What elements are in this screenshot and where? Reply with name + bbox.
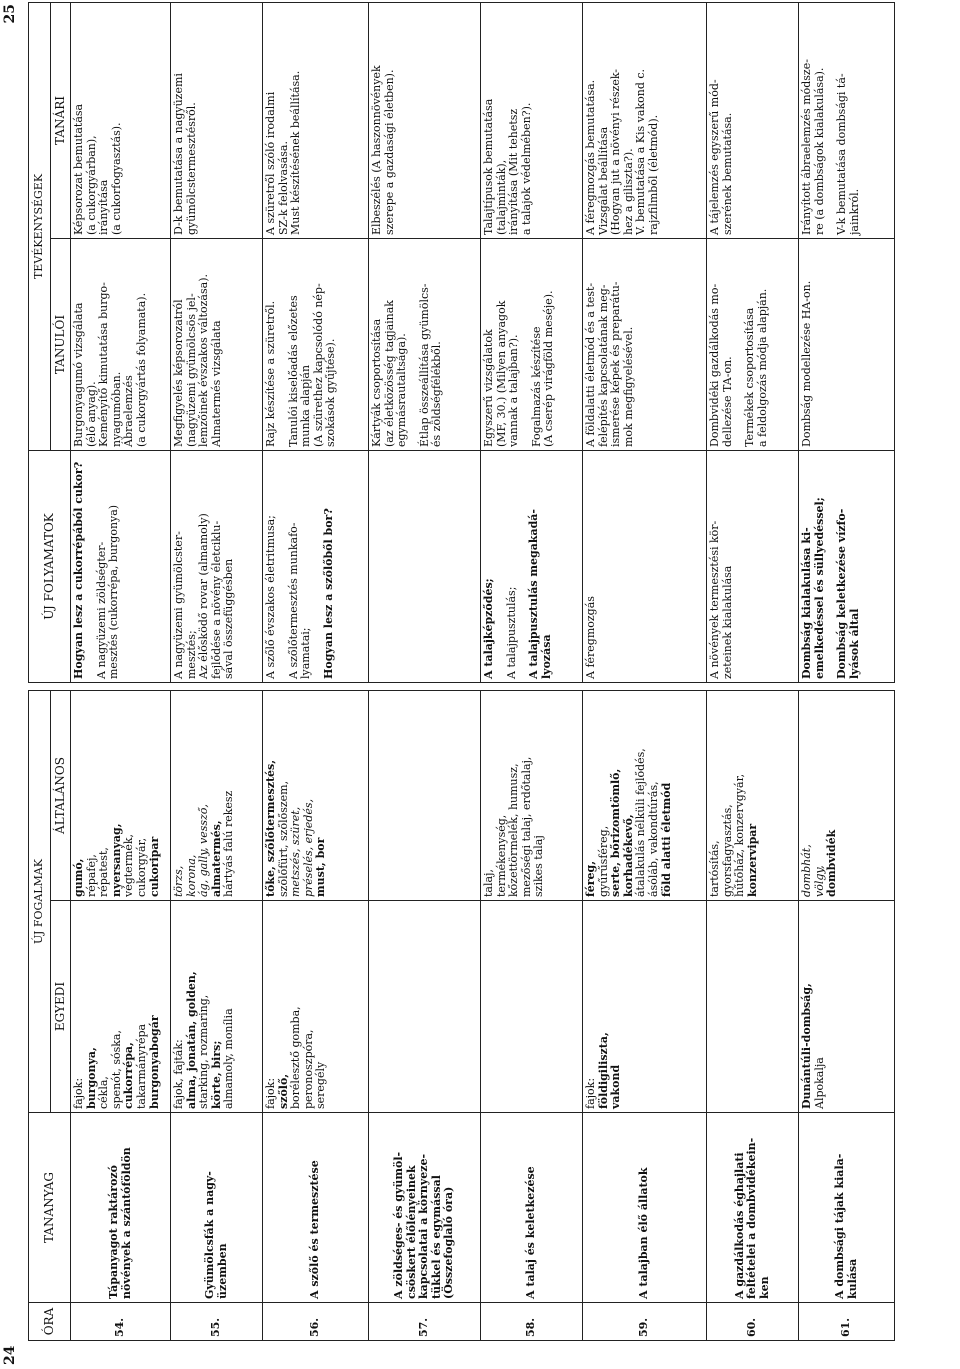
tanari-cell bbox=[707, 2, 799, 238]
cell-line: Ábraelemzés bbox=[122, 375, 136, 447]
page-number-right: 25 bbox=[2, 4, 18, 24]
cell-line: Az élősködő rovar (almamoly) bbox=[197, 513, 211, 679]
cell-line: vannak a talajban?). bbox=[507, 334, 521, 447]
cell-line: (élő anyag). bbox=[84, 381, 98, 447]
cell-line: Vizsgálat beállítása bbox=[596, 126, 610, 235]
table-row bbox=[369, 2, 481, 682]
cell-line: konzervipar bbox=[745, 823, 759, 897]
cell-line: lyások által bbox=[847, 608, 861, 679]
ora-cell: 61. bbox=[799, 1303, 895, 1341]
cell-line: lyozása bbox=[539, 634, 553, 679]
cell-line: talaj, bbox=[482, 869, 495, 897]
ora-cell: 57. bbox=[369, 1303, 481, 1341]
tanuloi-cell bbox=[171, 239, 263, 451]
folyamatok-cell bbox=[481, 451, 583, 683]
cell-line: hez a giliszta?). bbox=[621, 148, 635, 235]
tanari-cell bbox=[263, 2, 369, 238]
cell-line: végtermék, bbox=[122, 833, 136, 897]
cell-line: (Hogyan jut a növényi részek- bbox=[609, 68, 623, 235]
egyedi-cell bbox=[171, 901, 263, 1113]
cell-line: re (a dombságok kialakulása). bbox=[812, 67, 826, 235]
tananyag-cell: A talaj és keletkezése bbox=[481, 1113, 583, 1303]
folyamatok-cell bbox=[71, 451, 171, 683]
tanuloi-cell bbox=[263, 239, 369, 451]
cell-line: szikes talaj bbox=[532, 835, 546, 897]
cell-line: Alpokalja bbox=[812, 1057, 826, 1109]
cell-line: D-k bemutatása a nagyüzemi bbox=[172, 73, 185, 235]
table-row bbox=[263, 2, 369, 682]
altalanos-cell bbox=[369, 691, 481, 901]
cell-line: föld alatti életmód bbox=[659, 782, 673, 897]
cell-line: V-k bemutatása dombsági tá- bbox=[835, 73, 849, 235]
cell-line: és zöldségfélékből. bbox=[430, 341, 444, 447]
cell-line: peronoszpóra, bbox=[301, 1029, 315, 1109]
header-tevekenysegek: TEVÉKENYSÉGEK bbox=[29, 2, 51, 450]
cell-line: répafej, bbox=[84, 854, 98, 897]
ora-cell: 54. bbox=[71, 1303, 171, 1341]
cell-line: nyersanyag, bbox=[109, 823, 123, 897]
cell-line: almatermés, bbox=[209, 820, 223, 897]
cell-line: borélesztő gomba, bbox=[289, 1006, 303, 1109]
cell-line: vakond bbox=[609, 1064, 623, 1109]
cell-line: fajok: bbox=[584, 1077, 597, 1109]
egyedi-cell bbox=[799, 901, 895, 1113]
cell-line: A féregmozgás bbox=[584, 596, 597, 679]
tananyag-cell: Tápanyagot raktározó növények a szántóföldön bbox=[71, 1113, 171, 1303]
cell-line: almamoly, monília bbox=[222, 1008, 236, 1109]
cell-line: (A cserép virágföld meséje). bbox=[542, 290, 556, 447]
cell-line: lyamatai; bbox=[299, 627, 313, 679]
cell-line: termékenység, bbox=[494, 814, 508, 897]
table-row bbox=[481, 2, 583, 682]
table-row bbox=[583, 691, 707, 1341]
cell-line: Képsorozat bemutatása bbox=[72, 103, 85, 235]
cell-line: alma, jonatán, golden, bbox=[184, 971, 198, 1109]
altalanos-cell bbox=[481, 691, 583, 901]
tanuloi-cell bbox=[583, 239, 707, 451]
table-row bbox=[263, 691, 369, 1341]
cell-line: fajok: bbox=[264, 1077, 277, 1109]
tanari-cell bbox=[171, 2, 263, 238]
ora-cell: 60. bbox=[707, 1303, 799, 1341]
tananyag-cell: A szőlő és termesztése bbox=[263, 1113, 369, 1303]
tananyag-cell: Gyümölcsfák a nagy-üzemben bbox=[171, 1113, 263, 1303]
cell-line: korona, bbox=[184, 854, 198, 897]
table-row bbox=[707, 2, 799, 682]
cell-line: szőlőfürt, szőlőszem, bbox=[276, 780, 290, 897]
cell-line: hűtőház, konzervgyár, bbox=[733, 773, 747, 897]
cell-line: A féregmozgás bemutatása. bbox=[584, 79, 597, 235]
cell-line: szerének bemutatása. bbox=[720, 112, 734, 235]
cell-line: A növények termesztési kör- bbox=[708, 520, 721, 679]
cell-line: burgonyabogár bbox=[147, 1015, 161, 1109]
cell-line: dombhát, bbox=[800, 844, 813, 897]
cell-line: cukorgyár, bbox=[134, 837, 148, 897]
cell-line: mezőségi talaj, erdőtalaj, bbox=[519, 756, 533, 897]
cell-line: seregély bbox=[314, 1061, 328, 1109]
cell-line: sával összefüggésben bbox=[222, 558, 236, 679]
cell-line: rajzfilmből (életmód). bbox=[646, 114, 660, 235]
cell-line: jainkról. bbox=[847, 188, 861, 235]
folyamatok-cell bbox=[799, 451, 895, 683]
folyamatok-cell bbox=[171, 451, 263, 683]
cell-line: A szüretről szóló irodalmi bbox=[264, 91, 277, 235]
cell-line: serte, bőrizomtömlő, bbox=[609, 768, 623, 897]
cell-line: Rajz készítése a szüretről. bbox=[264, 300, 277, 447]
cell-line: szőlő, bbox=[276, 1073, 290, 1109]
cell-line: fejlődése a növény életciklu- bbox=[209, 520, 223, 679]
ora-cell: 56. bbox=[263, 1303, 369, 1341]
cell-line: mok megfigyelésével. bbox=[621, 326, 635, 447]
cell-line: cukoripar bbox=[147, 836, 161, 897]
table-row bbox=[71, 691, 171, 1341]
cell-line: (a cukorfogyasztás). bbox=[109, 122, 123, 235]
cell-line: gumó, bbox=[72, 858, 85, 897]
folyamatok-cell bbox=[263, 451, 369, 683]
cell-line: korhadékevő, bbox=[621, 814, 635, 897]
cell-line: Almatermés vizsgálata bbox=[209, 320, 223, 447]
table-row bbox=[799, 691, 895, 1341]
cell-line: gyűrűsféreg, bbox=[596, 825, 610, 897]
folyamatok-cell bbox=[583, 451, 707, 683]
tanari-cell bbox=[71, 2, 171, 238]
cell-line: szokások gyűjtése). bbox=[324, 338, 338, 447]
cell-line: A tájelemzés egyszerű mód- bbox=[708, 79, 721, 235]
cell-line: (a cukorgyárban), bbox=[84, 135, 98, 235]
header-tanari: TANÁRI bbox=[51, 2, 71, 238]
table-row bbox=[799, 2, 895, 682]
cell-line: féreg, bbox=[584, 860, 597, 897]
cell-line: (a cukorgyártás folyamata). bbox=[134, 292, 148, 447]
altalanos-cell bbox=[799, 691, 895, 901]
cell-line: metszés, szüret, bbox=[289, 806, 303, 897]
cell-line: SZ-k felolvasása. bbox=[276, 141, 290, 235]
left-curriculum-table bbox=[28, 690, 895, 1341]
right-curriculum-table bbox=[28, 2, 895, 683]
cell-line: préselés, erjedés, bbox=[301, 798, 315, 897]
cell-line: cukorrépa, bbox=[122, 1042, 136, 1109]
cell-line: Termékek csoportosítása bbox=[743, 307, 757, 447]
cell-line: Egyszerű vizsgálatok bbox=[482, 329, 495, 447]
tananyag-cell: A dombsági tájak kiala-kulása bbox=[799, 1113, 895, 1303]
cell-line: takarmányrépa bbox=[134, 1023, 148, 1109]
cell-line: törzs, bbox=[172, 865, 185, 897]
altalanos-cell bbox=[171, 691, 263, 901]
cell-line: felépítés kapcsolatának meg- bbox=[596, 284, 610, 447]
cell-line: Hogyan lesz a cukorrépából cukor? bbox=[72, 461, 85, 679]
cell-line: tartósítás, bbox=[708, 840, 721, 897]
cell-line: Must készítésének beállítása. bbox=[289, 70, 303, 235]
cell-line: Talajtípusok bemutatása bbox=[482, 98, 495, 235]
table-row bbox=[707, 691, 799, 1341]
cell-line: völgy, bbox=[812, 865, 826, 897]
cell-line: Fogalmazás készítése bbox=[529, 326, 543, 447]
cell-line: A nagyüzemi gyümölcster- bbox=[172, 531, 185, 679]
egyedi-cell bbox=[583, 901, 707, 1113]
cell-line: nyagumóban. bbox=[109, 371, 123, 447]
cell-line: Dombvidéki gazdálkodás mo- bbox=[708, 283, 721, 447]
altalanos-cell bbox=[583, 691, 707, 901]
cell-line: fajok, fajták: bbox=[172, 1039, 185, 1109]
tanuloi-cell bbox=[707, 239, 799, 451]
cell-line: gyorsfagyasztás, bbox=[720, 804, 734, 897]
cell-line: ág, gally, vessző, bbox=[197, 804, 211, 897]
cell-line: szerepe a gazdasági életben). bbox=[382, 69, 396, 235]
cell-line: (az életközösség tagjainak bbox=[382, 300, 396, 447]
header-altalanos: ÁLTALÁNOS bbox=[51, 691, 71, 901]
cell-line: gyümölcstermesztésről. bbox=[184, 102, 198, 235]
cell-line: Dunántúli-dombság, bbox=[800, 983, 813, 1109]
cell-line: ismerése képek és preparátu- bbox=[609, 281, 623, 447]
cell-line: Kártyák csoportosítása bbox=[370, 318, 383, 447]
cell-line: hártyás falú rekesz bbox=[222, 790, 236, 897]
cell-line: munka alapján bbox=[299, 364, 313, 447]
cell-line: Irányított ábraelemzés módsze- bbox=[800, 59, 813, 235]
cell-line: dombvidék bbox=[825, 829, 839, 897]
cell-line: répatest, bbox=[97, 847, 111, 897]
cell-line: A szőlőtermesztés munkafo- bbox=[286, 522, 300, 679]
cell-line: mesztés (cukorrépa, burgonya) bbox=[107, 504, 121, 679]
cell-line: Tanulói kiselőadás előzetes bbox=[286, 295, 300, 447]
tanuloi-cell bbox=[799, 239, 895, 451]
cell-line: A nagyüzemi zöldségter- bbox=[94, 541, 108, 679]
header-tananyag: TANANYAG bbox=[29, 1113, 71, 1303]
egyedi-cell bbox=[481, 901, 583, 1113]
header-egyedi: EGYEDI bbox=[51, 901, 71, 1113]
ora-cell: 59. bbox=[583, 1303, 707, 1341]
cell-line: Étlap összeállítása gyümölcs- bbox=[417, 283, 431, 447]
cell-line: A földalatti életmód és a test- bbox=[584, 282, 597, 447]
cell-line: must, bor bbox=[314, 837, 328, 897]
cell-line: A talajpusztulás; bbox=[504, 586, 518, 679]
cell-line: egymásrautaltsága). bbox=[395, 333, 409, 447]
egyedi-cell bbox=[369, 901, 481, 1113]
cell-line: emelkedéssel és süllyedéssel; bbox=[812, 497, 826, 679]
cell-line: földigiliszta, bbox=[596, 1032, 610, 1109]
cell-line: A szőlő évszakos életritmusa; bbox=[264, 515, 277, 679]
cell-line: fajok: bbox=[72, 1077, 85, 1109]
tanari-cell bbox=[799, 2, 895, 238]
header-ora: ÓRA bbox=[29, 1303, 71, 1341]
cell-line: zeteinek kialakulása bbox=[720, 565, 734, 679]
tanari-cell bbox=[583, 2, 707, 238]
cell-line: starking, rozmaring, bbox=[197, 994, 211, 1109]
cell-line: V. bemutatása a Kis vakond c. bbox=[634, 68, 648, 235]
cell-line: lemzőinek évszakos változása). bbox=[197, 274, 211, 447]
ora-cell: 58. bbox=[481, 1303, 583, 1341]
cell-line: kőzettörmelék, humusz, bbox=[507, 763, 521, 897]
cell-line: cékla, bbox=[97, 1076, 111, 1109]
cell-line: irányítása (Mit tehetsz bbox=[507, 108, 521, 235]
cell-line: mesztés; bbox=[184, 630, 198, 679]
cell-line: Burgonyagumó vizsgálata bbox=[72, 302, 85, 447]
tanuloi-cell bbox=[481, 239, 583, 451]
table-row bbox=[171, 2, 263, 682]
cell-line: irányítása bbox=[97, 179, 111, 235]
altalanos-cell bbox=[707, 691, 799, 901]
cell-line: Dombság keletkezése vízfo- bbox=[835, 508, 849, 679]
tanuloi-cell bbox=[369, 239, 481, 451]
egyedi-cell bbox=[707, 901, 799, 1113]
table-row bbox=[583, 2, 707, 682]
cell-line: (MF, 30.) (Milyen anyagok bbox=[494, 300, 508, 447]
cell-line: (talajminták), bbox=[494, 159, 508, 235]
altalanos-cell bbox=[263, 691, 369, 901]
folyamatok-cell bbox=[707, 451, 799, 683]
header-uj-folyamatok: ÚJ FOLYAMATOK bbox=[29, 451, 71, 683]
tananyag-cell: A talajban élő állatok bbox=[583, 1113, 707, 1303]
cell-line: a feldolgozás módja alapján. bbox=[755, 288, 769, 447]
egyedi-cell bbox=[71, 901, 171, 1113]
tanari-cell bbox=[369, 2, 481, 238]
cell-line: körte, birs; bbox=[209, 1040, 223, 1109]
cell-line: ásóláb, vakondtúrás, bbox=[646, 781, 660, 897]
cell-line: Elbeszélés (A haszonnövények bbox=[370, 65, 383, 235]
tanuloi-cell bbox=[71, 239, 171, 451]
table-row bbox=[481, 691, 583, 1341]
cell-line: burgonya, bbox=[84, 1047, 98, 1109]
ora-cell: 55. bbox=[171, 1303, 263, 1341]
tananyag-cell: A zöldséges- és gyümöl-csöskert élőlényeinek kapcsolatai a környeze-tükkel és egymással (Összefoglaló óra) bbox=[369, 1113, 481, 1303]
cell-line: átalakulás nélküli fejlődés, bbox=[634, 748, 648, 897]
folyamatok-cell bbox=[369, 451, 481, 683]
cell-line: spenót, sóska, bbox=[109, 1030, 123, 1109]
cell-line: A talajképződés; bbox=[482, 578, 495, 679]
cell-line: dellezése TA-on. bbox=[720, 356, 734, 447]
cell-line: A talajpusztulás megakadá- bbox=[527, 509, 541, 679]
cell-line: Hogyan lesz a szőlőből bor? bbox=[321, 508, 335, 679]
table-row bbox=[171, 691, 263, 1341]
tanari-cell bbox=[481, 2, 583, 238]
altalanos-cell bbox=[71, 691, 171, 901]
cell-line: Megfigyelés képsorozatról bbox=[172, 299, 185, 447]
cell-line: Keményítő kimutatása burgo- bbox=[97, 282, 111, 447]
cell-line: tőke, szőlőtermesztés, bbox=[264, 759, 277, 897]
tananyag-cell: A gazdálkodás éghajlati feltételei a dombvidékein-ken bbox=[707, 1113, 799, 1303]
page-number-left: 24 bbox=[2, 1345, 18, 1365]
cell-line: (A szürethez kapcsolódó nép- bbox=[311, 283, 325, 447]
cell-line: a talajok védelmében?). bbox=[519, 102, 533, 235]
cell-line: Dombság modellezése HA-on. bbox=[800, 280, 813, 447]
cell-line: Dombság kialakulása ki- bbox=[800, 527, 813, 679]
table-row bbox=[71, 2, 171, 682]
egyedi-cell bbox=[263, 901, 369, 1113]
cell-line: (nagyüzemi gyümölcsös jel- bbox=[184, 293, 198, 447]
table-row bbox=[369, 691, 481, 1341]
header-uj-fogalmak: ÚJ FOGALMAK bbox=[29, 691, 51, 1113]
header-tanuloi: TANULÓI bbox=[51, 239, 71, 451]
